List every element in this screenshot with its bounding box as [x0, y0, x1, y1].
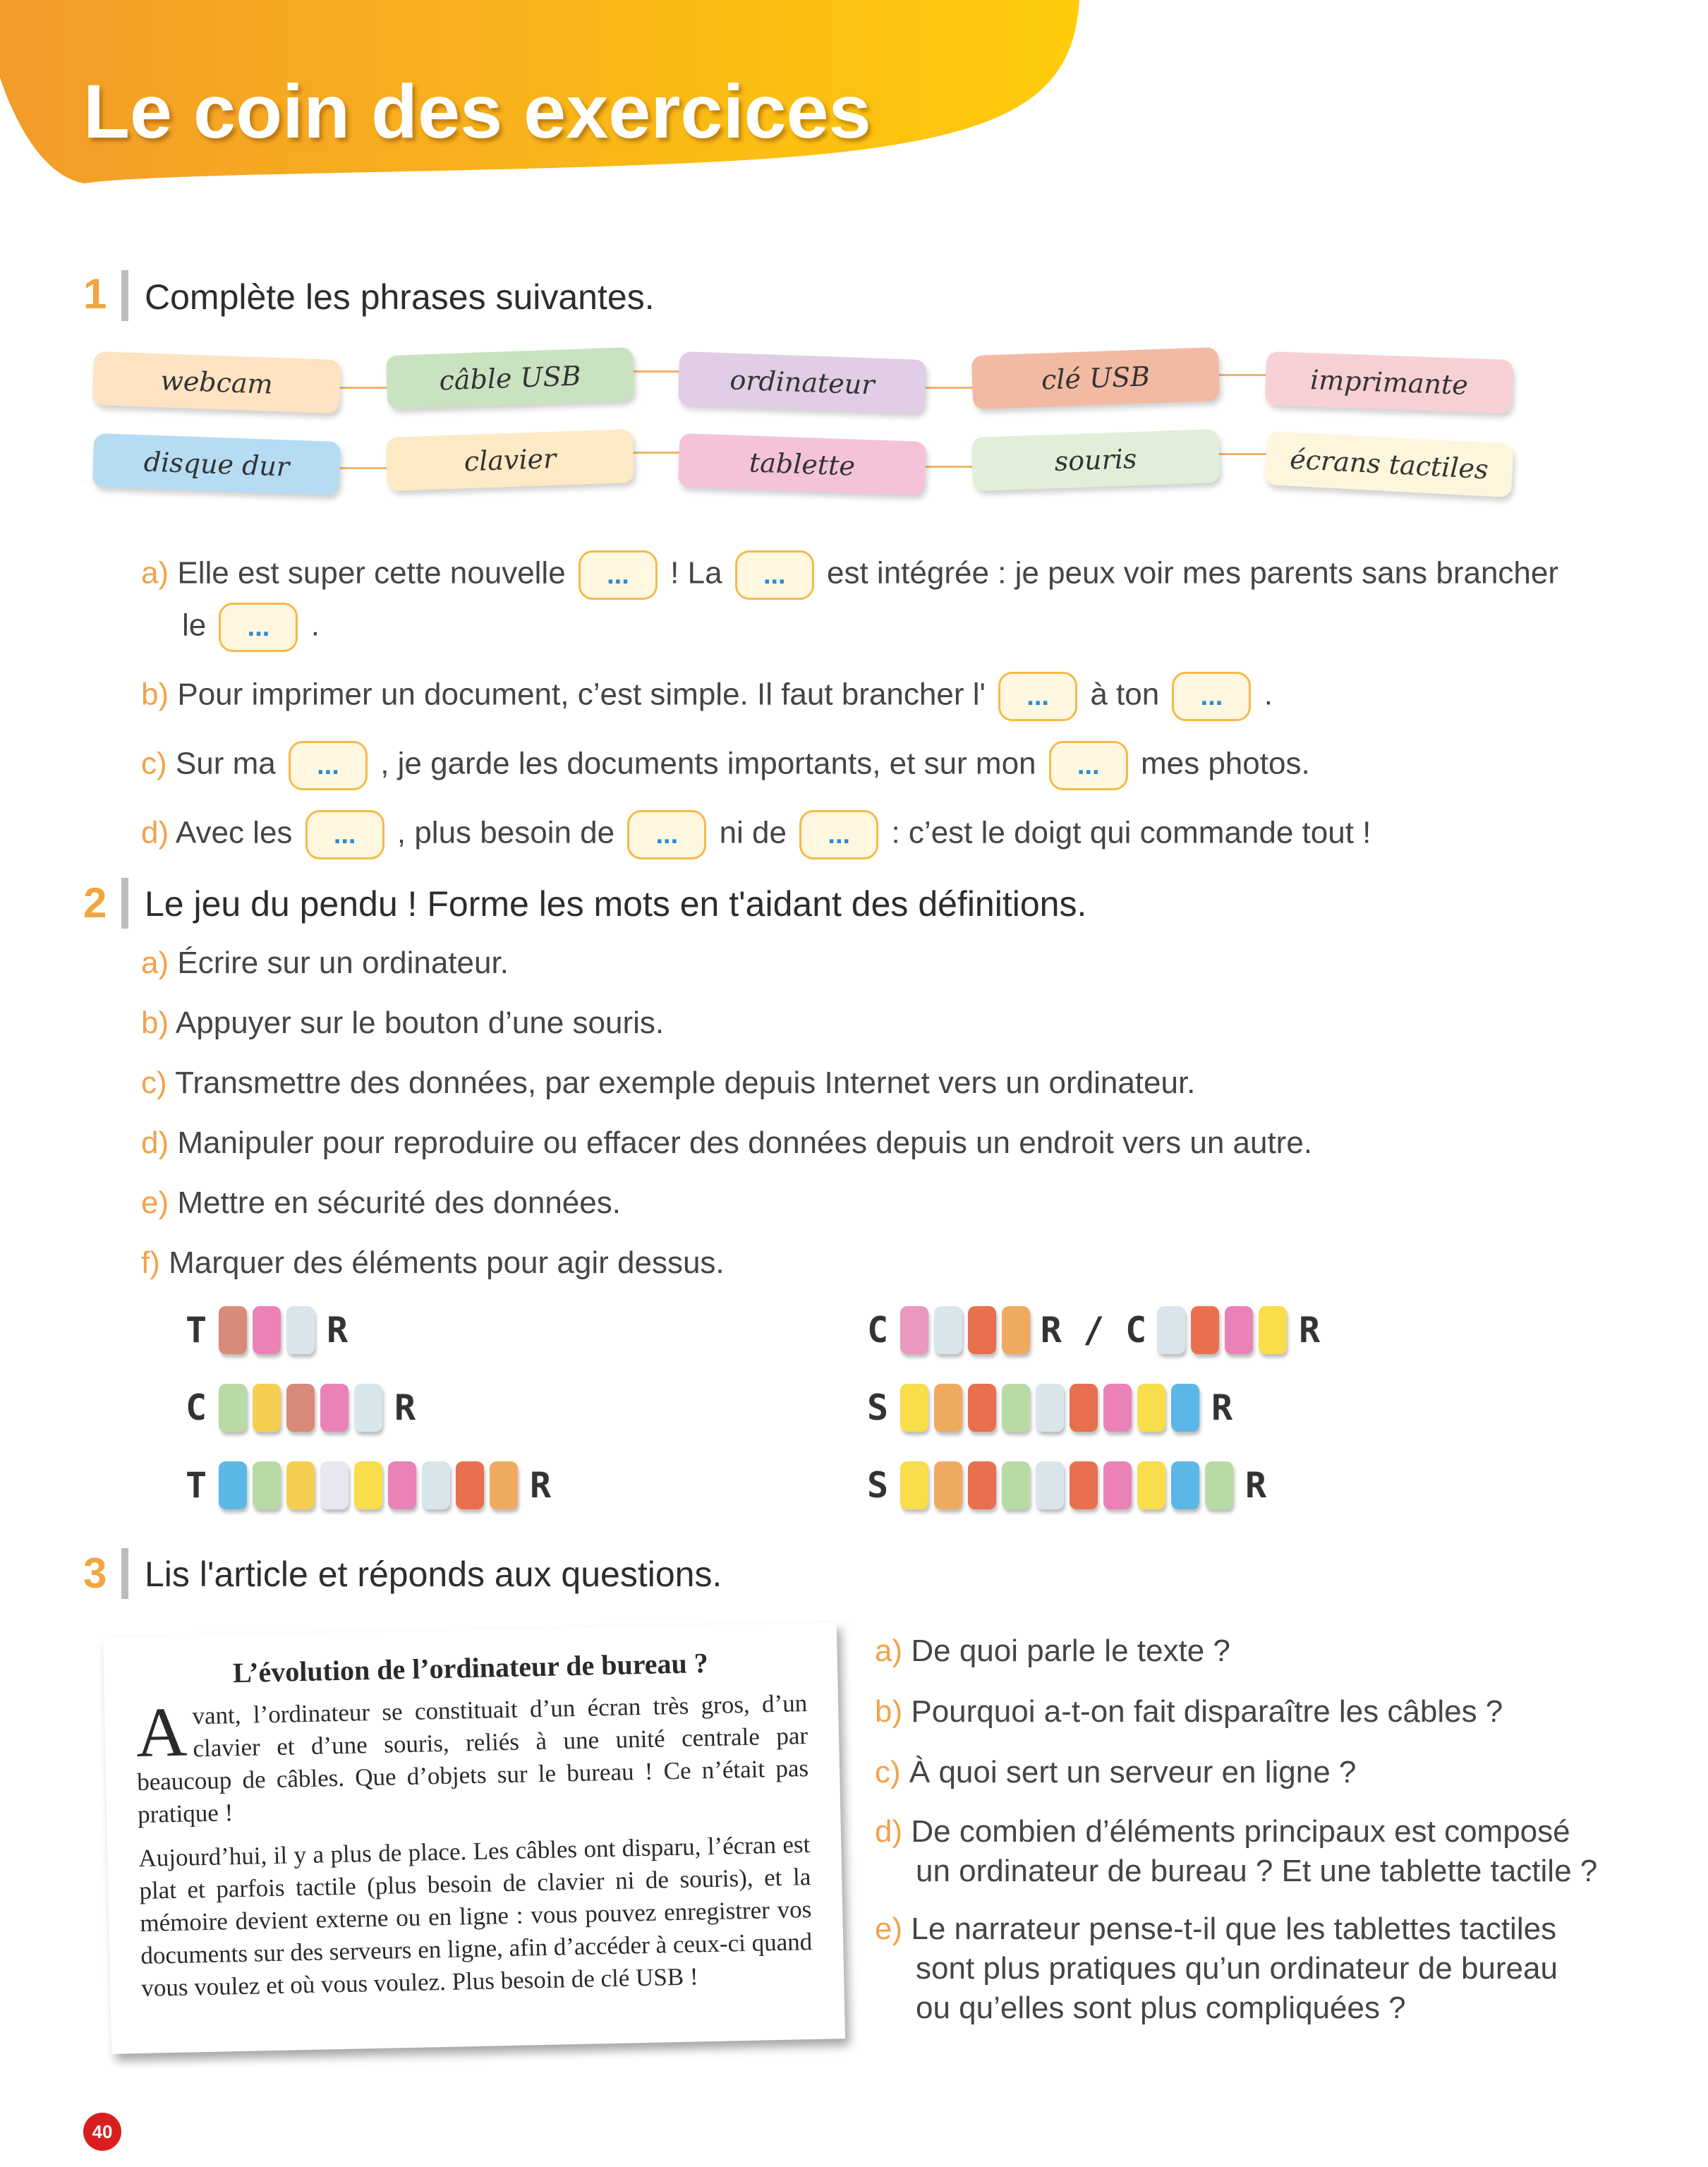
- exercise-1-number: 1: [83, 270, 107, 318]
- question-e: e) Le narrateur pense-t-il que les tablettes tactiles: [875, 1912, 1557, 1946]
- letter-box[interactable]: [1036, 1461, 1064, 1509]
- letter-box[interactable]: [1205, 1461, 1233, 1509]
- letter-box[interactable]: [1171, 1384, 1199, 1432]
- letter-box[interactable]: [900, 1306, 928, 1354]
- letter-box[interactable]: [1225, 1306, 1253, 1354]
- word-tag-clavier: clavier: [386, 429, 634, 491]
- letter-box[interactable]: [934, 1461, 962, 1509]
- letter-box[interactable]: [968, 1306, 996, 1354]
- question-c: c) À quoi sert un serveur en ligne ?: [875, 1755, 1357, 1789]
- questions-list: [875, 1630, 1597, 2028]
- letter-box[interactable]: [354, 1384, 382, 1432]
- letter-box[interactable]: [1002, 1461, 1030, 1509]
- letter-box[interactable]: [253, 1461, 281, 1509]
- word-tag-tablette: tablette: [678, 433, 926, 495]
- letter-box[interactable]: [422, 1461, 450, 1509]
- hangman-word: S R: [862, 1383, 1237, 1432]
- letter-box[interactable]: [354, 1461, 382, 1509]
- letter-box[interactable]: [1002, 1306, 1030, 1354]
- letter-box[interactable]: [1259, 1306, 1287, 1354]
- word-tag-cable-usb: câble USB: [386, 347, 634, 409]
- sentence-a-continued: le ... .: [182, 603, 320, 652]
- letter-box[interactable]: [320, 1461, 349, 1509]
- letter-box[interactable]: [1070, 1461, 1098, 1509]
- exercise-3-number: 3: [83, 1550, 107, 1597]
- word-tag-cle-usb: clé USB: [971, 347, 1220, 409]
- answer-blank[interactable]: ...: [219, 603, 298, 652]
- question-e-continued: ou qu’elles sont plus compliquées ?: [916, 1991, 1406, 2025]
- sentence-d: d) Avec les ... , plus besoin de ... ni de ... : c’est le doigt qui commande tout !: [141, 810, 1371, 859]
- question-e-continued: sont plus pratiques qu’un ordinateur de bureau: [916, 1951, 1558, 1986]
- item-letter: b): [141, 677, 169, 712]
- item-letter: c): [141, 746, 167, 781]
- letter-box[interactable]: [934, 1384, 962, 1432]
- hangman-word: S R: [862, 1461, 1271, 1510]
- hangman-word: C R: [181, 1383, 420, 1432]
- item-letter: a): [141, 555, 169, 591]
- letter-box[interactable]: [253, 1306, 281, 1354]
- letter-box[interactable]: [286, 1461, 315, 1509]
- letter-box[interactable]: [1171, 1461, 1199, 1509]
- letter-box[interactable]: [1137, 1384, 1165, 1432]
- letter-box[interactable]: [934, 1306, 962, 1354]
- letter-box[interactable]: [253, 1384, 281, 1432]
- letter-box[interactable]: [219, 1461, 247, 1509]
- hangman-word: T R: [181, 1305, 353, 1355]
- definition-e: e) Mettre en sécurité des données.: [141, 1185, 621, 1220]
- letter-box[interactable]: [456, 1461, 484, 1509]
- definition-d: d) Manipuler pour reproduire ou effacer des données depuis un endroit vers un autre.: [141, 1125, 1313, 1160]
- word-tag-webcam: webcam: [92, 351, 341, 414]
- letter-box[interactable]: [1103, 1461, 1132, 1509]
- answer-blank[interactable]: ...: [1172, 672, 1251, 721]
- question-b: b) Pourquoi a-t-on fait disparaître les câbles ?: [875, 1694, 1503, 1729]
- word-tag-souris: souris: [971, 429, 1220, 491]
- exercise-1-title: Complète les phrases suivantes.: [145, 277, 655, 317]
- answer-blank[interactable]: ...: [799, 810, 878, 859]
- article-paragraph: Avant, l’ordinateur se constituait d’un écran très gros, d’un clavier et d’une souris, reliés à une unité centrale par beaucoup de câbles. Que d’objets sur le bureau ! Ce n’était pas pratique !: [135, 1689, 809, 1828]
- letter-box[interactable]: [900, 1461, 928, 1509]
- letter-box[interactable]: [1157, 1306, 1185, 1354]
- answer-blank[interactable]: ...: [305, 810, 384, 859]
- letter-box[interactable]: [1002, 1384, 1030, 1432]
- question-a: a) De quoi parle le texte ?: [875, 1634, 1230, 1668]
- word-tag-imprimante: imprimante: [1265, 351, 1513, 414]
- word-tag-disque-dur: disque dur: [92, 433, 341, 495]
- hangman-word: T R: [181, 1461, 556, 1510]
- definition-f: f) Marquer des éléments pour agir dessus.: [141, 1245, 725, 1280]
- item-letter: d): [141, 815, 169, 850]
- exercise-1-divider: [121, 270, 128, 321]
- letter-box[interactable]: [286, 1384, 315, 1432]
- sentence-c: c) Sur ma ... , je garde les documents importants, et sur mon ... mes photos.: [141, 741, 1310, 790]
- letter-box[interactable]: [219, 1306, 247, 1354]
- definition-c: c) Transmettre des données, par exemple depuis Internet vers un ordinateur.: [141, 1066, 1196, 1100]
- article-card: [103, 1622, 845, 2054]
- question-d: d) De combien d’éléments principaux est composé: [875, 1814, 1570, 1849]
- letter-box[interactable]: [286, 1306, 315, 1354]
- word-tag-ordinateur: ordinateur: [678, 351, 926, 414]
- article-title: L’évolution de l’ordinateur de bureau ?: [232, 1647, 709, 1689]
- definition-b: b) Appuyer sur le bouton d’une souris.: [141, 1006, 665, 1040]
- answer-blank[interactable]: ...: [1049, 741, 1128, 790]
- letter-box[interactable]: [219, 1384, 247, 1432]
- letter-box[interactable]: [900, 1384, 928, 1432]
- definition-a: a) Écrire sur un ordinateur.: [141, 946, 509, 980]
- page-number: 40: [83, 2113, 121, 2151]
- sentence-b: b) Pour imprimer un document, c’est simple. Il faut brancher l' ... à ton ... .: [141, 672, 1273, 721]
- page-title: Le coin des exercices: [83, 68, 871, 154]
- letter-box[interactable]: [490, 1461, 518, 1509]
- letter-box[interactable]: [1191, 1306, 1219, 1354]
- sentence-a: a) Elle est super cette nouvelle ... ! La ... est intégrée : je peux voir mes parents sans brancher: [141, 550, 1558, 600]
- letter-box[interactable]: [1070, 1384, 1098, 1432]
- letter-box[interactable]: [320, 1384, 349, 1432]
- answer-blank[interactable]: ...: [998, 672, 1077, 721]
- exercise-2-divider: [121, 878, 128, 929]
- exercise-2-number: 2: [83, 879, 107, 926]
- letter-box[interactable]: [968, 1384, 996, 1432]
- question-d-continued: un ordinateur de bureau ? Et une tablette tactile ?: [916, 1854, 1598, 1888]
- letter-box[interactable]: [1036, 1384, 1064, 1432]
- answer-blank[interactable]: ...: [579, 550, 658, 600]
- hangman-word: C R / C R: [862, 1305, 1325, 1355]
- answer-blank[interactable]: ...: [627, 810, 706, 859]
- exercise-3-title: Lis l'article et réponds aux questions.: [145, 1555, 722, 1594]
- drop-cap: A: [135, 1692, 188, 1772]
- answer-blank[interactable]: ...: [735, 550, 814, 600]
- letter-box[interactable]: [1103, 1384, 1132, 1432]
- article-paragraph: Aujourd’hui, il y a plus de place. Les câbles ont disparu, l’écran est plat et parfois tactile (plus besoin de clavier ni de souris), et la mémoire devient externe ou en ligne : vous pouvez enregistrer vos documents sur des serveurs en ligne, afin d’accéder à ceux-ci quand vous voulez et où vous voulez. Plus besoin de clé USB !: [138, 1830, 813, 2002]
- exercise-2-title: Le jeu du pendu ! Forme les mots en t'aidant des définitions.: [145, 884, 1087, 924]
- letter-box[interactable]: [388, 1461, 416, 1509]
- letter-box[interactable]: [1137, 1461, 1165, 1509]
- exercise-3-divider: [121, 1548, 128, 1599]
- letter-box[interactable]: [968, 1461, 996, 1509]
- answer-blank[interactable]: ...: [289, 741, 368, 790]
- word-tag-ecrans-tactiles: écrans tactiles: [1264, 431, 1513, 497]
